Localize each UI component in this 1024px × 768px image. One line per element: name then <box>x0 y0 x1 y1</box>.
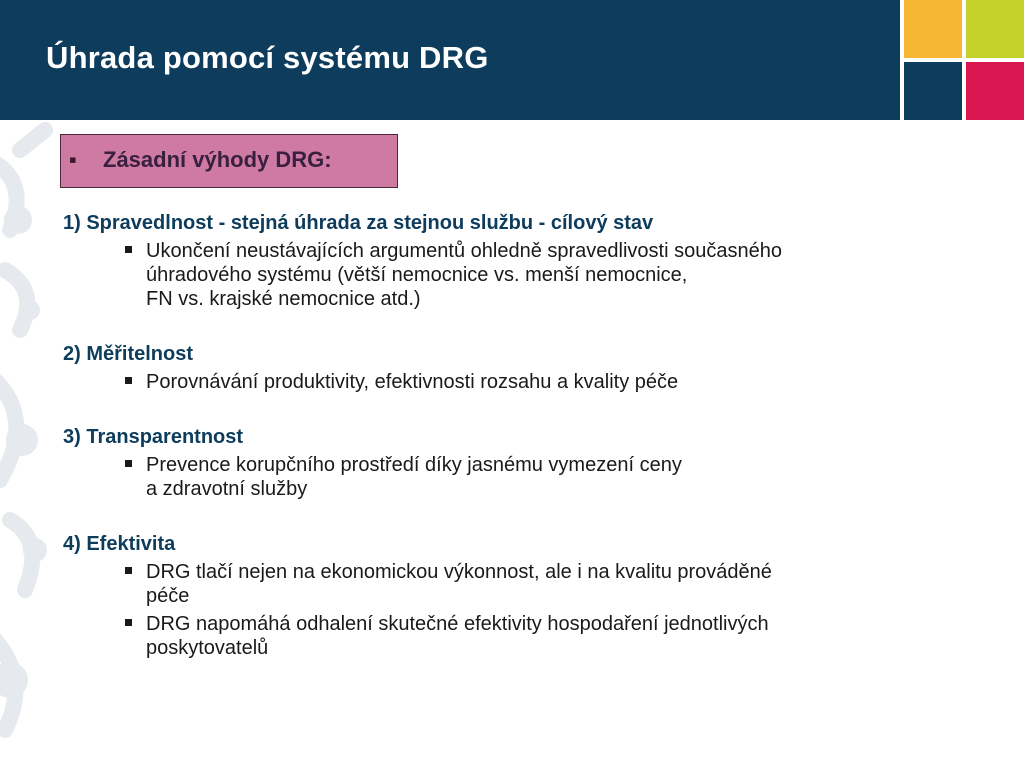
section-heading: 4) Efektivita <box>63 533 176 555</box>
slide-title: Úhrada pomocí systému DRG <box>46 40 489 75</box>
list-item <box>125 239 983 311</box>
list-item-text: DRG tlačí nejen na ekonomickou výkonnost, ale i na kvalitu prováděné <box>146 561 772 583</box>
slide-header <box>0 0 1024 120</box>
logo-square-navy <box>904 62 962 120</box>
list-item-text: poskytovatelů <box>146 637 269 659</box>
square-bullet-icon <box>125 619 132 626</box>
key-advantages-box <box>60 134 398 188</box>
list-item <box>125 453 983 501</box>
list-item <box>125 560 983 608</box>
list-item-text: úhradového systému (větší nemocnice vs. menší nemocnice, <box>146 264 688 286</box>
logo-square-orange <box>904 0 962 58</box>
section-efficiency <box>63 531 983 660</box>
section-heading: 1) Spravedlnost - stejná úhrada za stejnou službu - cílový stav <box>63 212 654 234</box>
logo-square-red <box>966 62 1024 120</box>
key-advantages-heading: Zásadní výhody DRG: <box>103 147 332 172</box>
list-item <box>125 612 983 660</box>
list-item-text: péče <box>146 585 190 607</box>
square-bullet-icon <box>125 460 132 467</box>
list-item-text: FN vs. krajské nemocnice atd.) <box>146 288 421 310</box>
section-measurability <box>63 341 983 394</box>
square-bullet-icon <box>125 377 132 384</box>
list-item-text: a zdravotní služby <box>146 478 308 500</box>
square-bullet-icon <box>125 246 132 253</box>
list-item-text: Ukončení neustávajících argumentů ohledně spravedlivosti současného <box>146 240 782 262</box>
section-heading: 2) Měřitelnost <box>63 343 194 365</box>
section-transparency <box>63 424 983 501</box>
square-bullet-icon <box>125 567 132 574</box>
logo-square-green <box>966 0 1024 58</box>
list-item-text: DRG napomáhá odhalení skutečné efektivity hospodaření jednotlivých <box>146 613 769 635</box>
logo-divider <box>900 58 1024 62</box>
section-fairness <box>63 210 983 311</box>
slide-content <box>63 210 983 690</box>
list-item-text: Prevence korupčního prostředí díky jasnému vymezení ceny <box>146 454 682 476</box>
list-item-text: Porovnávání produktivity, efektivnosti rozsahu a kvality péče <box>146 371 679 393</box>
section-heading: 3) Transparentnost <box>63 426 244 448</box>
list-item <box>125 370 983 394</box>
square-bullet-icon: ▪ <box>69 147 77 172</box>
